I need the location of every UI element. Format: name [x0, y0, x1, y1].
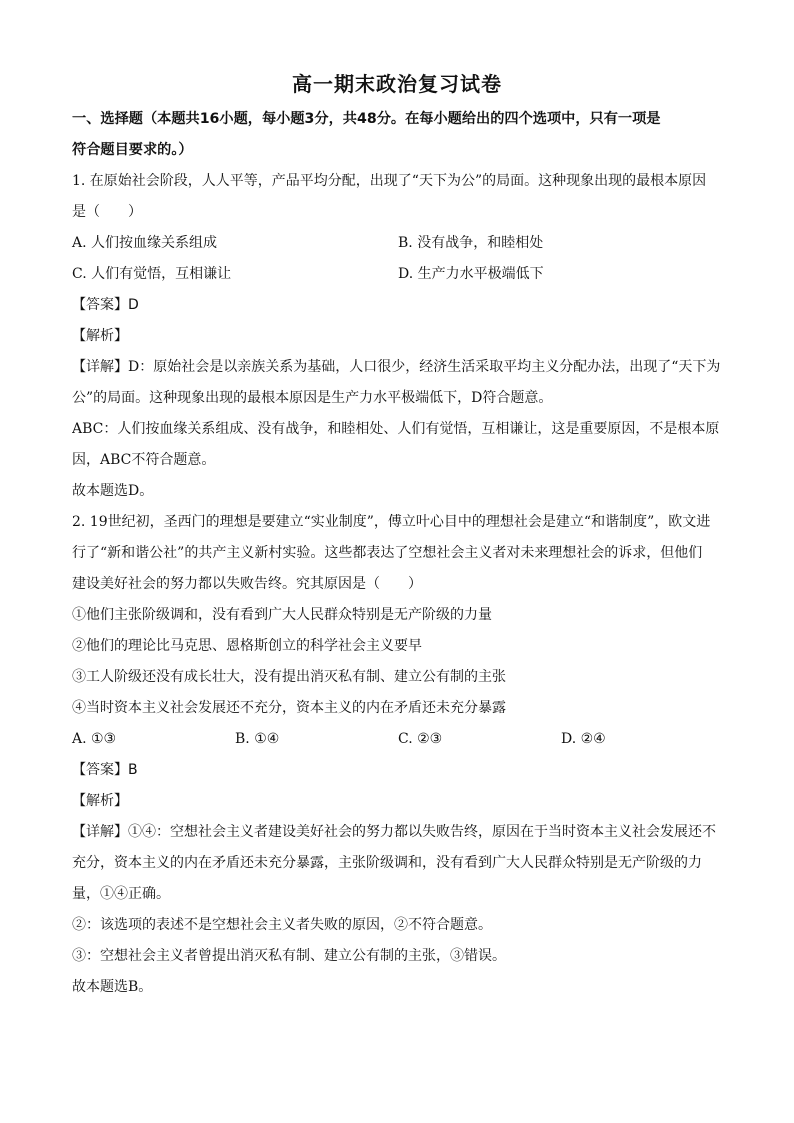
- question-1-analysis-label: 【解析】: [72, 328, 128, 344]
- question-2-option-a[interactable]: A. ①③: [72, 731, 117, 747]
- question-1-options-row-1: [72, 228, 724, 259]
- question-2-detail-line-1: 【详解】①④：空想社会主义者建设美好社会的努力都以失败告终，原因在于当时资本主义社会发展还不: [72, 824, 716, 840]
- question-1-detail-line-4: 因，ABC不符合题意。: [72, 452, 216, 468]
- question-2-detail-line-4: ②：该选项的表述不是空想社会主义者失败的原因，②不符合题意。: [72, 917, 492, 933]
- question-2-option-c[interactable]: C. ②③: [398, 731, 443, 747]
- question-2-options-row: [72, 724, 724, 755]
- question-1-option-a[interactable]: A. 人们按血缘关系组成: [72, 235, 218, 251]
- question-1-detail-line-2: 公”的局面。这种现象出现的最根本原因是生产力水平极端低下，D符合题意。: [72, 390, 553, 406]
- question-2-statement-2: ②他们的理论比马克思、恩格斯创立的科学社会主义要早: [72, 638, 422, 654]
- question-1-detail-line-5: 故本题选D。: [72, 483, 154, 499]
- question-1-detail-line-3: ABC：人们按血缘关系组成、没有战争，和睦相处、人们有觉悟，互相谦让，这是重要原因，不是根本原: [72, 421, 720, 437]
- question-1-option-b[interactable]: B. 没有战争，和睦相处: [398, 235, 544, 251]
- question-2-statement-3: ③工人阶级还没有成长壮大，没有提出消灭私有制、建立公有制的主张: [72, 669, 506, 685]
- question-1-option-c[interactable]: C. 人们有觉悟，互相谦让: [72, 266, 232, 282]
- question-1-answer: 【答案】D: [72, 297, 139, 313]
- question-2-answer: 【答案】B: [72, 762, 138, 778]
- question-1-option-d[interactable]: D. 生产力水平极端低下: [398, 266, 544, 282]
- question-2-option-d[interactable]: D. ②④: [561, 731, 606, 747]
- question-2-stem-line-3: 建设美好社会的努力都以失败告终。究其原因是（ ）: [72, 576, 422, 592]
- question-2-stem-line-1: 2. 19世纪初，圣西门的理想是要建立“实业制度”，傅立叶心目中的理想社会是建立“和谐制度”，欧文进: [72, 514, 711, 530]
- page-title: 高一期末政治复习试卷: [292, 72, 502, 96]
- question-2: [72, 507, 724, 1003]
- question-2-statement-4: ④当时资本主义社会发展还不充分，资本主义的内在矛盾还未充分暴露: [72, 700, 506, 716]
- question-2-option-b[interactable]: B. ①④: [235, 731, 280, 747]
- page-body: [72, 104, 724, 1003]
- section-heading-line-2: 符合题目要求的。）: [72, 142, 193, 158]
- question-2-detail-line-6: 故本题选B。: [72, 979, 153, 995]
- question-2-stem-line-2: 行了“新和谐公社”的共产主义新村实验。这些都表达了空想社会主义者对未来理想社会的诉求，但他们: [72, 545, 703, 561]
- question-1-stem-line-2: 是（ ）: [72, 204, 142, 220]
- question-1-stem-line-1: 1. 在原始社会阶段，人人平等，产品平均分配，出现了“天下为公”的局面。这种现象出现的最根本原因: [72, 173, 707, 189]
- question-2-detail-line-3: 量，①④正确。: [72, 886, 170, 902]
- question-2-analysis-label: 【解析】: [72, 793, 128, 809]
- question-1-detail-line-1: 【详解】D：原始社会是以亲族关系为基础，人口很少，经济生活采取平均主义分配办法，出现了“天下为: [72, 359, 721, 375]
- section-heading-line-1: 一、选择题（本题共16小题，每小题3分，共48分。在每小题给出的四个选项中，只有一项是: [72, 111, 661, 127]
- question-2-detail-line-5: ③：空想社会主义者曾提出消灭私有制、建立公有制的主张，③错误。: [72, 948, 506, 964]
- question-1-options-row-2: [72, 259, 724, 290]
- question-2-detail-line-2: 充分，资本主义的内在矛盾还未充分暴露，主张阶级调和，没有看到广大人民群众特别是无产阶级的力: [72, 855, 702, 871]
- question-2-statement-1: ①他们主张阶级调和，没有看到广大人民群众特别是无产阶级的力量: [72, 607, 492, 623]
- question-1: [72, 166, 724, 507]
